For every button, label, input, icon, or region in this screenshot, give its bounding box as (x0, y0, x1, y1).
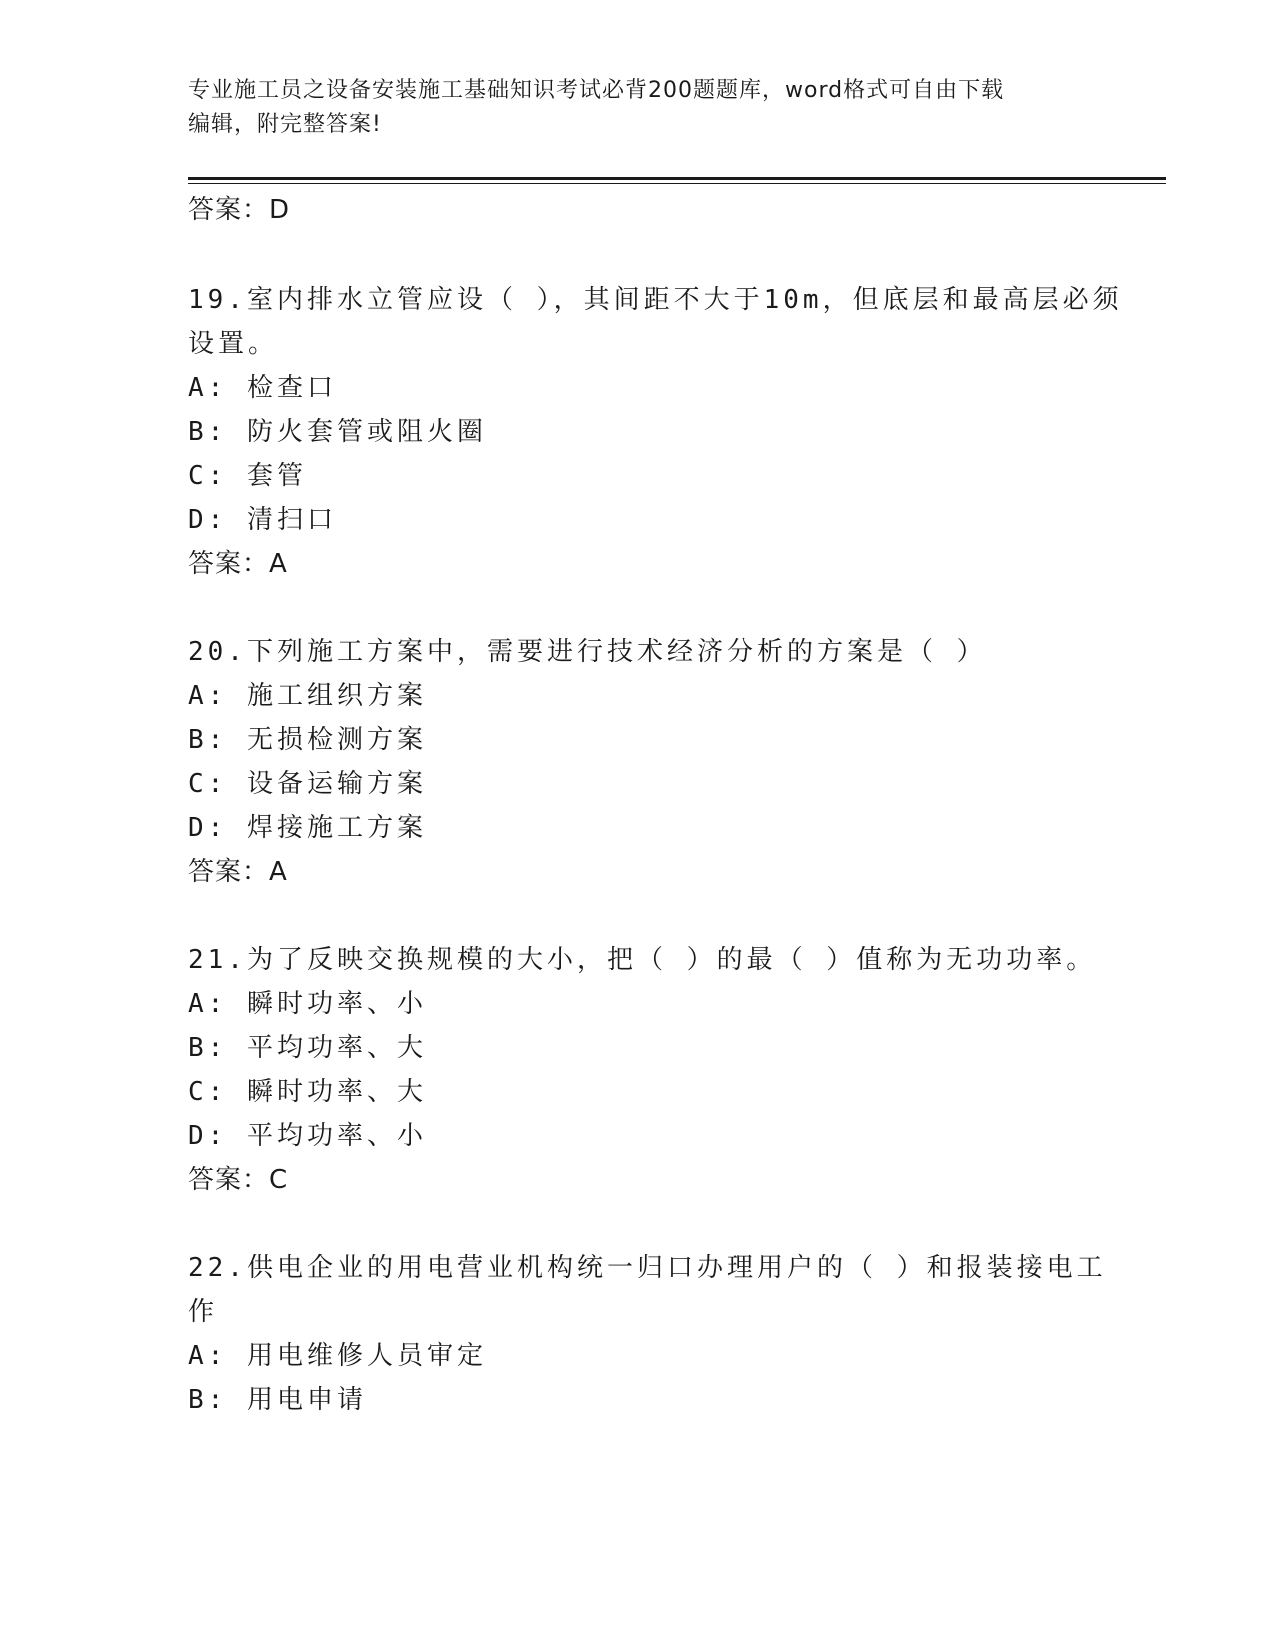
question-stem-continued: 作 (188, 1297, 219, 1327)
answer: 答案：A (188, 549, 288, 579)
option-c: C: 瞬时功率、大 (188, 1077, 427, 1107)
answer: 答案：C (188, 1165, 289, 1195)
option-a: A: 用电维修人员审定 (188, 1341, 487, 1371)
option-a: A: 施工组织方案 (188, 681, 427, 711)
header-rule-thin (188, 183, 1166, 184)
header-rule-thick (188, 177, 1166, 180)
option-d: D: 焊接施工方案 (188, 813, 427, 843)
option-b: B: 无损检测方案 (188, 725, 427, 755)
question-stem-continued: 设置。 (188, 329, 279, 359)
header-line-2: 编辑，附完整答案! (188, 112, 382, 137)
question-stem: 21.为了反映交换规模的大小，把（ ）的最（ ）值称为无功功率。 (188, 945, 1097, 975)
option-c: C: 设备运输方案 (188, 769, 427, 799)
option-a: A: 瞬时功率、小 (188, 989, 427, 1019)
answer: 答案：A (188, 857, 288, 887)
question-stem: 20.下列施工方案中，需要进行技术经济分析的方案是（ ） (188, 637, 987, 667)
option-d: D: 平均功率、小 (188, 1121, 427, 1151)
header-line-1: 专业施工员之设备安装施工基础知识考试必背200题题库，word格式可自由下载 (188, 78, 1005, 103)
option-b: B: 平均功率、大 (188, 1033, 427, 1063)
question-stem: 19.室内排水立管应设（ ），其间距不大于10m，但底层和最高层必须 (188, 285, 1123, 315)
option-d: D: 清扫口 (188, 505, 337, 535)
option-b: B: 用电申请 (188, 1385, 367, 1415)
document-header (188, 74, 1088, 142)
previous-answer: 答案：D (188, 195, 291, 225)
option-c: C: 套管 (188, 461, 307, 491)
option-a: A: 检查口 (188, 373, 337, 403)
question-stem: 22.供电企业的用电营业机构统一归口办理用户的（ ）和报装接电工 (188, 1253, 1107, 1283)
option-b: B: 防火套管或阻火圈 (188, 417, 487, 447)
